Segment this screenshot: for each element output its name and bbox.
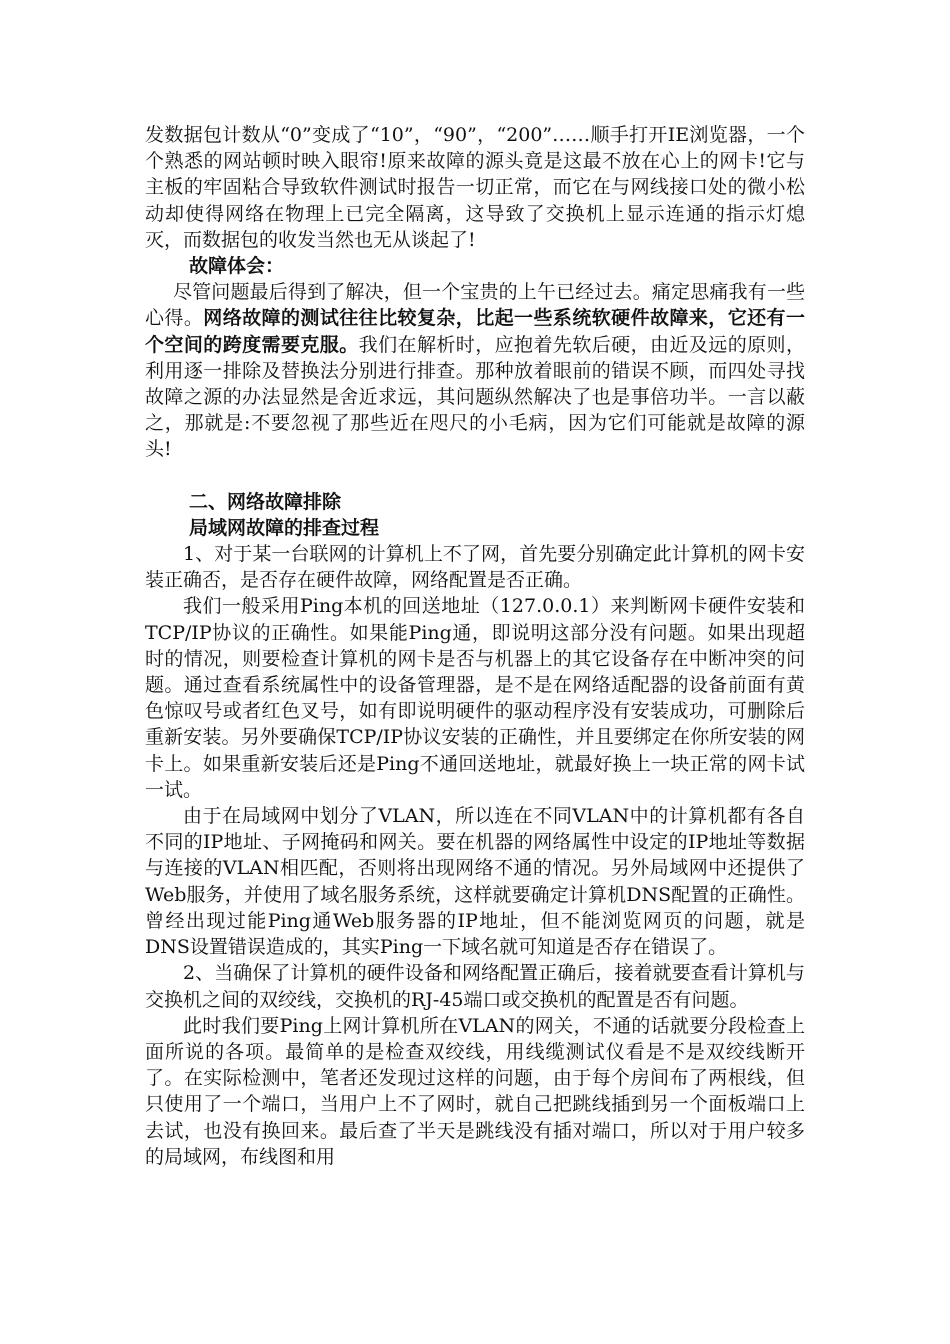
paragraph-step-1: 1、对于某一台联网的计算机上不了网，首先要分别确定此计算机的网卡安装正确否，是否存在硬件故障，网络配置是否正确。 [145, 543, 805, 592]
paragraph-ping-gateway: 此时我们要Ping上网计算机所在VLAN的网关，不通的话就要分段检查上面所说的各项。最简单的是检查双绞线，用线缆测试仪看是不是双绞线断开了。在实际检测中，笔者还发现过这样的问题，由于每个房间布了两根线，但只使用了一个端口，当用户上不了网时，就自己把跳线插到另一个面板端口上去试，也没有换回来。最后查了半天是跳线没有插对端口，所以对于用户较多的局域网，布线图和用 [145, 1014, 805, 1168]
experience-text-end: 我们在解析时，应抱着先软后硬，由近及远的原则，利用逐一排除及替换法分别进行排查。那种放着眼前的错误不顾，而四处寻找故障之源的办法显然是舍近求远，其问题纵然解决了也是事倍功半。一言以蔽之，那就是:不要忽视了那些近在咫尺的小毛病，因为它们可能就是故障的源头! [145, 333, 805, 461]
heading-fault-experience: 故障体会： [189, 255, 285, 278]
paragraph-vlan: 由于在局域网中划分了VLAN，所以连在不同VLAN中的计算机都有各自不同的IP地址、子网掩码和网关。要在机器的网络属性中设定的IP地址等数据与连接的VLAN相匹配，否则将出现网络不通的情况。另外局域网中还提供了Web服务，并使用了域名服务系统，这样就要确定计算机DNS配置的正确性。曾经出现过能Ping通Web服务器的IP地址，但不能浏览网页的问题，就是DNS设置错误造成的，其实Ping一下域名就可知道是否存在错误了。 [145, 805, 805, 959]
experience-text-start: 尽管问题最后得到了解决，但一个宝贵的上午已经过去。痛定思痛我有一些心得。 [145, 281, 805, 330]
paragraph-experience [145, 279, 805, 462]
experience-bold-text: 网络故障的测试往往比较复杂，比起一些系统软硬件故障来，它还有一个空间的跨度需要克服。 [145, 307, 805, 356]
blank-line [145, 463, 805, 489]
document-page [145, 122, 805, 1170]
paragraph-ping-loopback: 我们一般采用Ping本机的回送地址（127.0.0.1）来判断网卡硬件安装和TCP/IP协议的正确性。如果能Ping通，即说明这部分没有问题。如果出现超时的情况，则要检查计算机的网卡是否与机器上的其它设备存在中断冲突的问题。通过查看系统属性中的设备管理器，是不是在网络适配器的设备前面有黄色惊叹号或者红色叉号，如有即说明硬件的驱动程序没有安装成功，可删除后重新安装。另外要确保TCP/IP协议安装的正确性，并且要绑定在你所安装的网卡上。如果重新安装后还是Ping不通回送地址，就最好换上一块正常的网卡试一试。 [145, 595, 805, 801]
paragraph-step-2: 2、当确保了计算机的硬件设备和网络配置正确后，接着就要查看计算机与交换机之间的双绞线，交换机的RJ-45端口或交换机的配置是否有问题。 [145, 962, 805, 1011]
paragraph-fault-found: 发数据包计数从“0”变成了“10”，“90”，“200”……顺手打开IE浏览器，一个个熟悉的网站顿时映入眼帘!原来故障的源头竟是这最不放在心上的网卡!它与主板的牢固粘合导致软件测试时报告一切正常，而它在与网线接口处的微小松动却使得网络在物理上已完全隔离，这导致了交换机上显示连通的指示灯熄灭，而数据包的收发当然也无从谈起了! [145, 124, 805, 251]
heading-section-2: 二、网络故障排除 [189, 490, 342, 513]
heading-lan-troubleshooting: 局域网故障的排查过程 [189, 516, 380, 539]
